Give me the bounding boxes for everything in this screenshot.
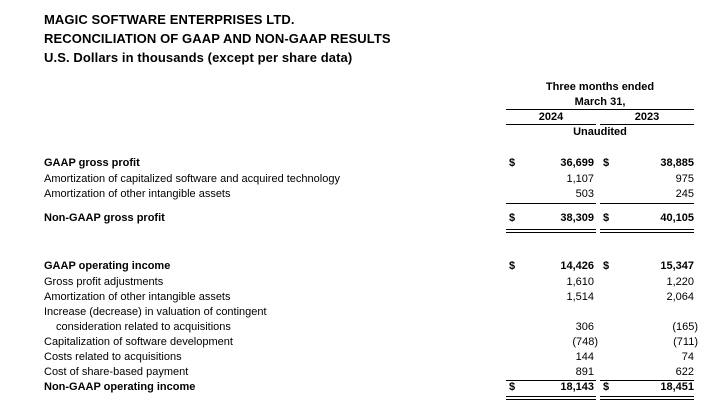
row-label-gaap-operating-income: GAAP operating income [44, 260, 171, 272]
report-title: RECONCILIATION OF GAAP AND NON-GAAP RESULTS [44, 31, 391, 46]
company-name: MAGIC SOFTWARE ENTERPRISES LTD. [44, 12, 295, 27]
total-double-rule [600, 229, 694, 230]
row-label-contingent-consideration: consideration related to acquisitions [56, 321, 231, 333]
subtotal-rule [600, 203, 694, 204]
currency-symbol: $ [603, 157, 610, 169]
value-2024: 18,143 [560, 381, 594, 393]
total-double-rule [506, 396, 596, 397]
value-2023: (711) [673, 336, 698, 348]
value-2023: 1,220 [666, 276, 694, 288]
value-2023: 38,885 [660, 157, 694, 169]
subtotal-rule [506, 203, 596, 204]
currency-symbol: $ [509, 157, 516, 169]
year-2024-underline [506, 124, 596, 125]
currency-symbol: $ [603, 381, 610, 393]
row-label-share-based-payment: Cost of share-based payment [44, 366, 189, 378]
row-label-amortization-intangibles: Amortization of other intangible assets [44, 188, 231, 200]
row-label-acquisition-costs: Costs related to acquisitions [44, 351, 182, 363]
value-2024: 1,514 [566, 291, 594, 303]
value-2023: 18,451 [660, 381, 694, 393]
value-2023: 245 [675, 188, 694, 200]
currency-symbol: $ [509, 260, 516, 272]
currency-symbol: $ [603, 212, 610, 224]
report-subtitle: U.S. Dollars in thousands (except per share data) [44, 50, 353, 65]
currency-symbol: $ [509, 212, 516, 224]
value-2023: 2,064 [666, 291, 694, 303]
value-2024: 144 [575, 351, 594, 363]
value-2024: 306 [575, 321, 594, 333]
value-2024: (748) [572, 336, 598, 348]
total-double-rule [506, 229, 596, 230]
value-2023: 15,347 [660, 260, 694, 272]
value-2024: 14,426 [560, 260, 594, 272]
value-2024: 503 [575, 188, 594, 200]
total-double-rule [506, 232, 596, 233]
value-2023: 40,105 [660, 212, 694, 224]
value-2024: 36,699 [560, 157, 594, 169]
total-double-rule [506, 399, 596, 400]
currency-symbol: $ [603, 260, 610, 272]
row-label-amortization-intangibles-op: Amortization of other intangible assets [44, 291, 231, 303]
value-2024: 38,309 [560, 212, 594, 224]
value-2024: 1,610 [566, 276, 594, 288]
row-label-gaap-gross-profit: GAAP gross profit [44, 157, 140, 169]
total-double-rule [600, 232, 694, 233]
value-2023: (165) [672, 321, 698, 333]
value-2023: 74 [681, 351, 694, 363]
row-label-gross-profit-adjustments: Gross profit adjustments [44, 276, 164, 288]
year-2024-header: 2024 [538, 111, 564, 123]
period-header-line2: March 31, [574, 96, 626, 108]
value-2023: 622 [675, 366, 694, 378]
row-label-non-gaap-gross-profit: Non-GAAP gross profit [44, 212, 165, 224]
period-header-line1: Three months ended [545, 81, 655, 93]
year-2023-header: 2023 [634, 111, 660, 123]
row-label-contingent-valuation: Increase (decrease) in valuation of contingent [44, 306, 267, 318]
total-double-rule [600, 396, 694, 397]
row-label-non-gaap-operating-income: Non-GAAP operating income [44, 381, 196, 393]
currency-symbol: $ [509, 381, 516, 393]
row-label-amortization-capitalized-software: Amortization of capitalized software and acquired technology [44, 173, 340, 185]
row-label-capitalization-software: Capitalization of software development [44, 336, 233, 348]
period-underline [506, 109, 694, 110]
unaudited-label: Unaudited [573, 126, 627, 138]
year-2023-underline [600, 124, 694, 125]
value-2024: 891 [575, 366, 594, 378]
value-2023: 975 [675, 173, 694, 185]
total-double-rule [600, 399, 694, 400]
value-2024: 1,107 [566, 173, 594, 185]
